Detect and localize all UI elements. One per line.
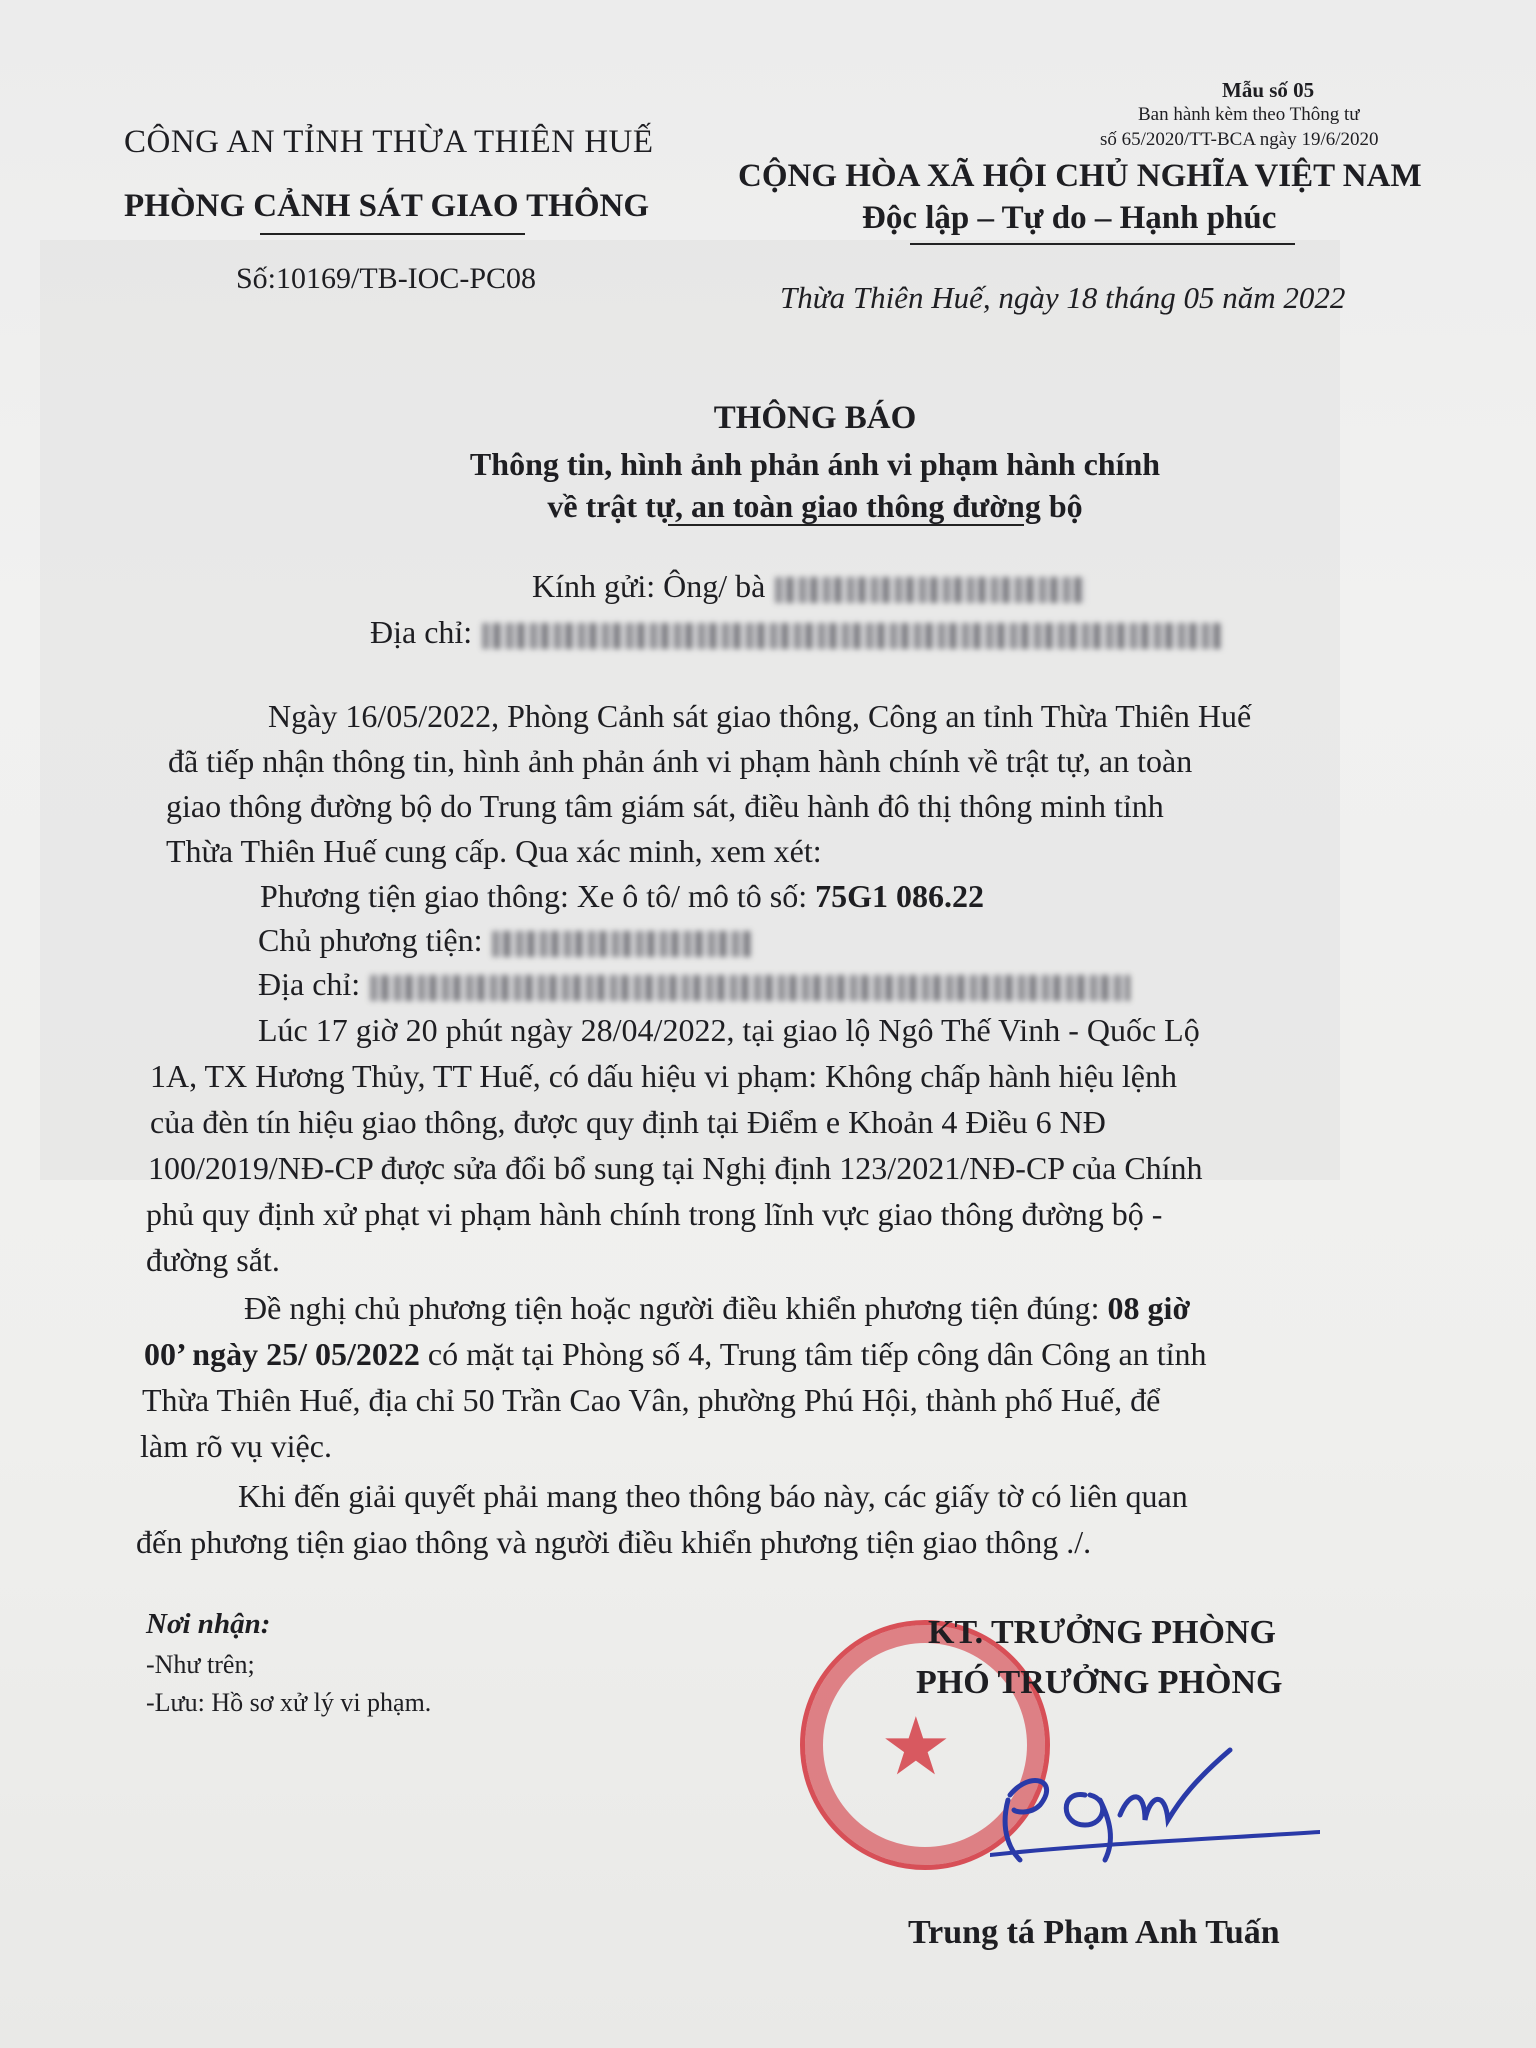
document-title: THÔNG BÁO — [713, 400, 917, 436]
p3-time-date: 00’ ngày 25/ 05/2022 — [144, 1336, 420, 1372]
vehicle-label: Phương tiện giao thông: Xe ô tô/ mô tô số: — [260, 878, 808, 914]
body-p1-line-1: Ngày 16/05/2022, Phòng Cảnh sát giao thông, Công an tỉnh Thừa Thiên Huế — [268, 698, 1252, 734]
issued-with-note: Ban hành kèm theo Thông tư — [1138, 104, 1360, 125]
redacted-address — [482, 623, 1222, 649]
body-p3-line-3: Thừa Thiên Huế, địa chỉ 50 Trần Cao Vân, phường Phú Hội, thành phố Huế, để — [142, 1382, 1161, 1418]
body-p3-line-4: làm rõ vụ việc. — [140, 1428, 332, 1464]
greeting-label: Kính gửi: Ông/ bà — [532, 568, 766, 604]
owner-address-line — [258, 966, 1130, 1003]
greeting-line — [532, 568, 1085, 605]
body-p4-line-1: Khi đến giải quyết phải mang theo thông báo này, các giấy tờ có liên quan — [238, 1478, 1188, 1514]
body-p1-line-3: giao thông đường bộ do Trung tâm giám sát, điều hành đô thị thông minh tỉnh — [166, 788, 1164, 824]
redacted-owner — [492, 931, 752, 957]
document-number: Số:10169/TB-IOC-PC08 — [236, 262, 537, 295]
document-subtitle-2: về trật tự, an toàn giao thông đường bộ — [547, 488, 1083, 524]
body-p4-line-2: đến phương tiện giao thông và người điều khiển phương tiện giao thông ./. — [136, 1524, 1092, 1560]
signer-name: Trung tá Phạm Anh Tuấn — [908, 1914, 1280, 1951]
circular-reference: số 65/2020/TT-BCA ngày 19/6/2020 — [1100, 129, 1379, 150]
agency-underline — [260, 233, 525, 235]
place-date: Thừa Thiên Huế, ngày 18 tháng 05 năm 2022 — [780, 280, 1346, 315]
redacted-owner-address — [370, 975, 1130, 1001]
seal-star-icon: ★ — [880, 1704, 952, 1792]
owner-line — [258, 922, 752, 959]
signature — [990, 1740, 1320, 1870]
body-p2-line-2: 1A, TX Hương Thủy, TT Huế, có dấu hiệu vi phạm: Không chấp hành hiệu lệnh — [150, 1058, 1177, 1094]
body-p2-line-6: đường sắt. — [146, 1242, 280, 1278]
license-plate: 75G1 086.22 — [815, 878, 985, 914]
owner-label: Chủ phương tiện: — [258, 922, 483, 958]
agency-parent: CÔNG AN TỈNH THỪA THIÊN HUẾ — [124, 124, 654, 160]
vehicle-line — [260, 878, 984, 915]
recipients-label: Nơi nhận: — [146, 1608, 271, 1640]
national-motto: Độc lập – Tự do – Hạnh phúc — [862, 200, 1277, 236]
document-subtitle-1: Thông tin, hình ảnh phản ánh vi phạm hành chính — [469, 446, 1161, 482]
body-p2-line-1: Lúc 17 giờ 20 phút ngày 28/04/2022, tại giao lộ Ngô Thế Vinh - Quốc Lộ — [258, 1012, 1200, 1048]
body-p1-line-4: Thừa Thiên Huế cung cấp. Qua xác minh, xem xét: — [166, 833, 822, 869]
body-p2-line-5: phủ quy định xử phạt vi phạm hành chính trong lĩnh vực giao thông đường bộ - — [146, 1196, 1163, 1232]
sign-title-1: KT. TRƯỞNG PHÒNG — [928, 1614, 1276, 1651]
address-label: Địa chỉ: — [370, 614, 473, 650]
form-number: Mẫu số 05 — [1222, 78, 1315, 102]
body-p2-line-3: của đèn tín hiệu giao thông, được quy định tại Điểm e Khoản 4 Điều 6 NĐ — [150, 1104, 1106, 1140]
recipient-2: -Lưu: Hồ sơ xử lý vi phạm. — [146, 1688, 432, 1717]
p3-request: Đề nghị chủ phương tiện hoặc người điều khiển phương tiện đúng: — [244, 1290, 1100, 1326]
p3-time-hour: 08 giờ — [1107, 1290, 1191, 1326]
p3-location: có mặt tại Phòng số 4, Trung tâm tiếp công dân Công an tỉnh — [427, 1336, 1207, 1372]
nation-name: CỘNG HÒA XÃ HỘI CHỦ NGHĨA VIỆT NAM — [738, 158, 1422, 194]
subtitle-underline — [668, 524, 1024, 526]
recipient-1: -Như trên; — [146, 1650, 255, 1679]
body-p3-line-1 — [244, 1290, 1190, 1327]
sign-title-2: PHÓ TRƯỞNG PHÒNG — [916, 1664, 1283, 1701]
body-p2-line-4: 100/2019/NĐ-CP được sửa đổi bổ sung tại Nghị định 123/2021/NĐ-CP của Chính — [148, 1150, 1203, 1186]
address-line — [370, 614, 1222, 651]
owner-address-label: Địa chỉ: — [258, 966, 361, 1002]
body-p3-line-2 — [144, 1336, 1206, 1373]
agency-name: PHÒNG CẢNH SÁT GIAO THÔNG — [124, 188, 650, 224]
motto-underline — [910, 243, 1295, 245]
body-p1-line-2: đã tiếp nhận thông tin, hình ảnh phản ánh vi phạm hành chính về trật tự, an toàn — [168, 743, 1193, 779]
redacted-name — [775, 577, 1085, 603]
